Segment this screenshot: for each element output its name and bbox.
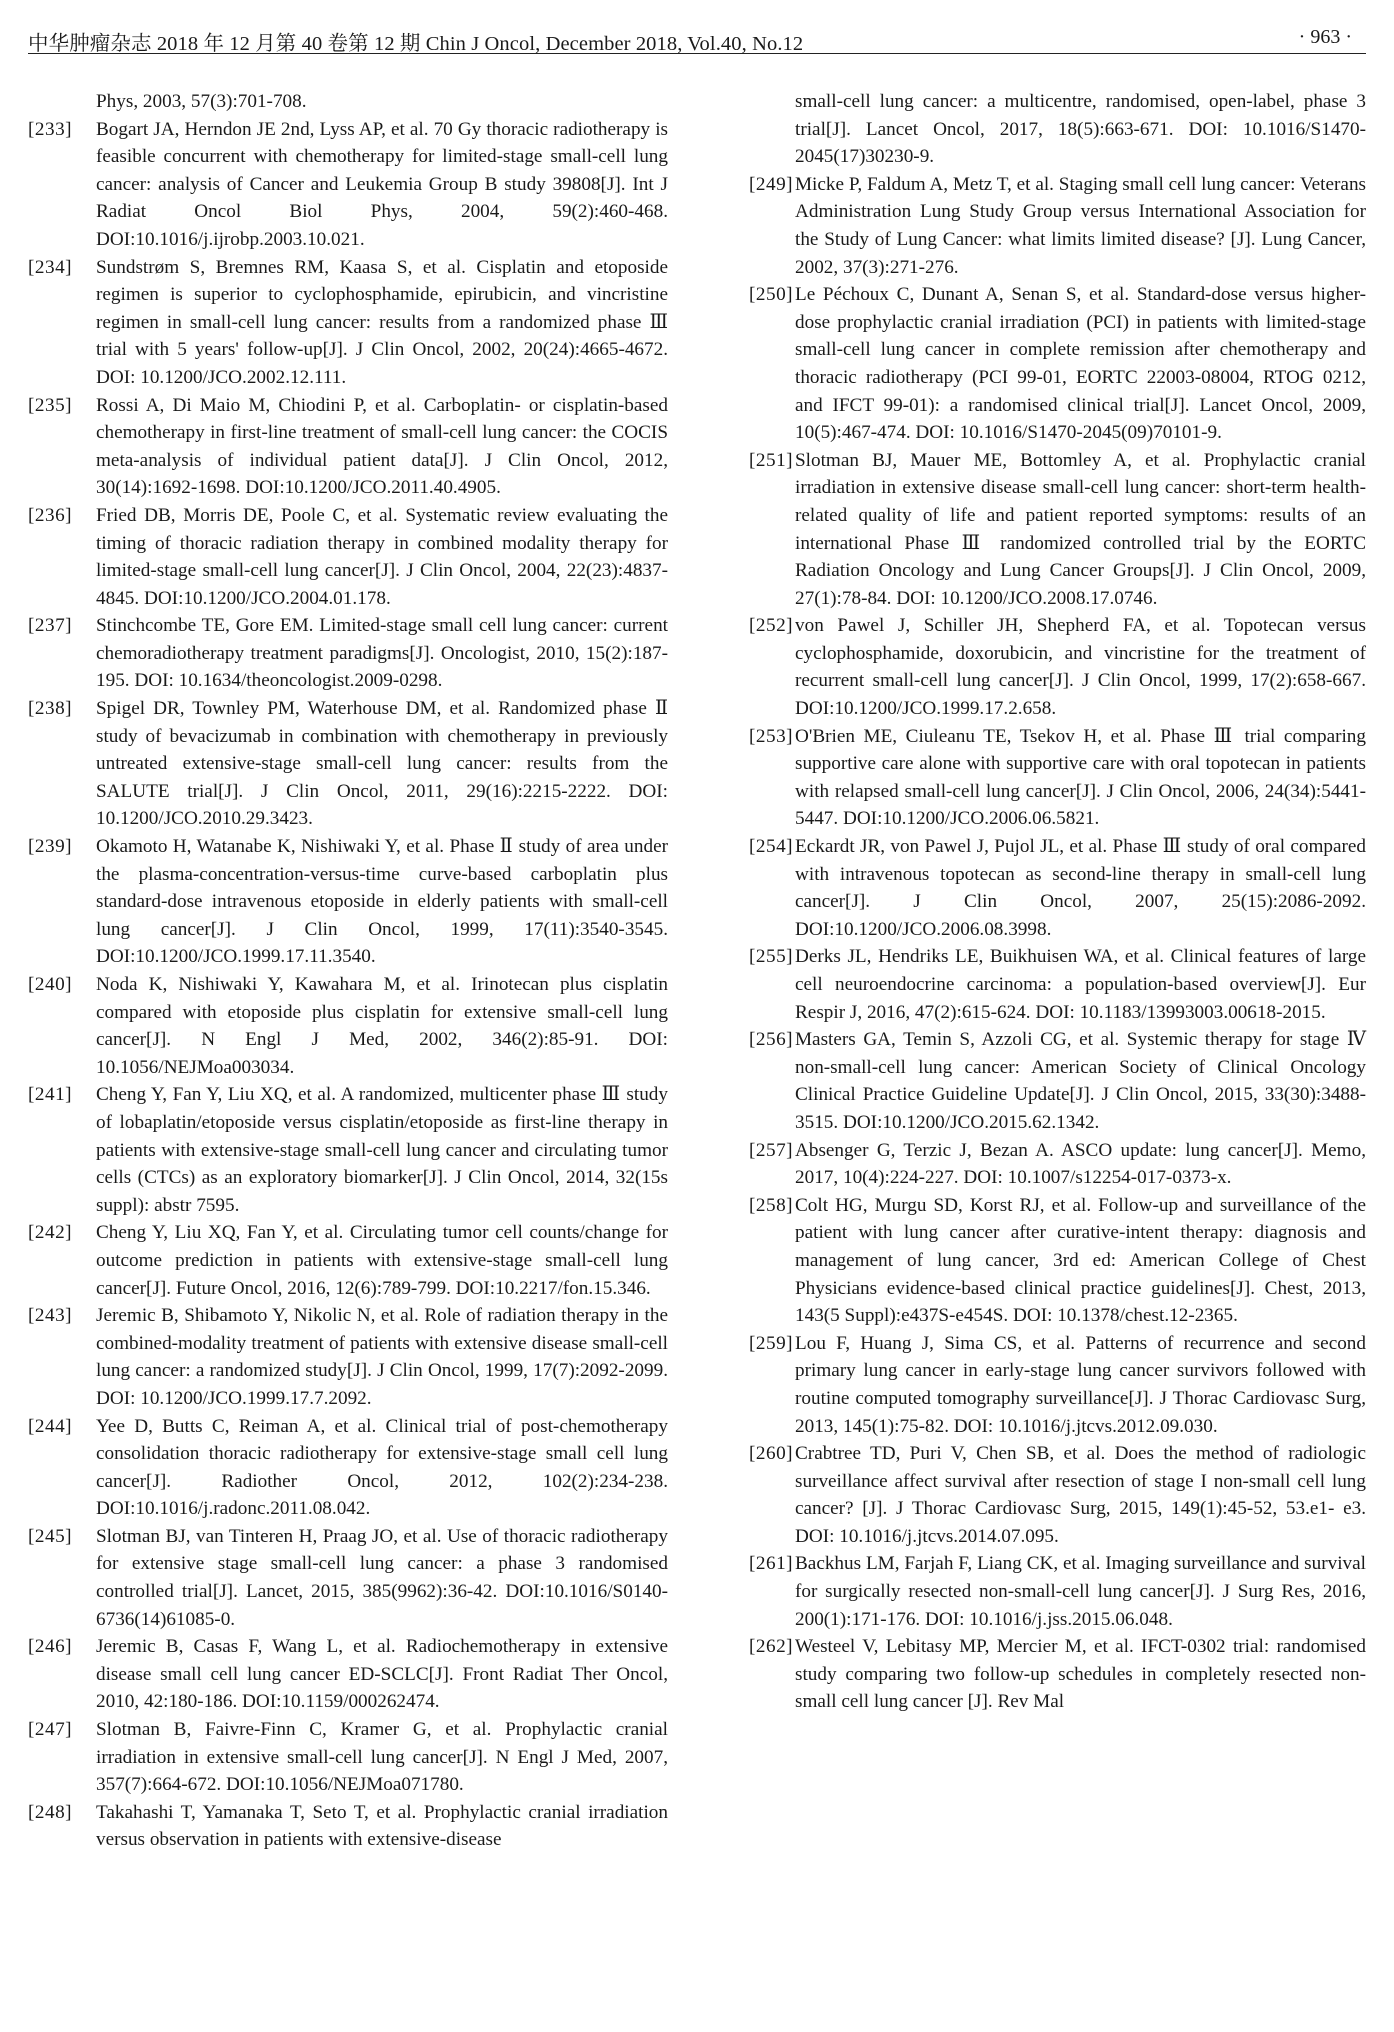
reference-entry	[28, 971, 668, 1081]
reference-entry	[28, 833, 668, 971]
reference-number: [254]	[749, 836, 794, 858]
reference-text: von Pawel J, Schiller JH, Shepherd FA, et al. Topotecan versus cyclophosphamide, doxorubicin, and vincristine for the treatment of recurrent small-cell lung cancer[J]. J Clin Oncol, 1999, 17(2):658-667. DOI:10.1200/JCO.1999.17.2.658.	[795, 615, 1366, 720]
reference-number: [248]	[28, 1801, 73, 1823]
reference-entry	[28, 392, 668, 502]
reference-number: [261]	[749, 1553, 794, 1575]
reference-text: Lou F, Huang J, Sima CS, et al. Patterns of recurrence and second primary lung cancer in early-stage lung cancer survivors followed with routine computed tomography surveillance[J]. J Thorac Cardiovasc Surg, 2013, 145(1):75-82. DOI: 10.1016/j.jtcvs.2012.09.030.	[795, 1332, 1366, 1437]
reference-entry	[28, 254, 668, 392]
reference-number: [238]	[28, 698, 73, 720]
reference-number: [252]	[749, 615, 794, 637]
reference-entry	[749, 1192, 1366, 1330]
reference-text: Jeremic B, Shibamoto Y, Nikolic N, et al. Role of radiation therapy in the combined-modality treatment of patients with extensive disease small-cell lung cancer: a randomized study[J]. J Clin Oncol, 1999, 17(7):2092-2099. DOI: 10.1200/JCO.1999.17.7.2092.	[96, 1305, 668, 1409]
reference-entry	[28, 1799, 668, 1854]
reference-number: [235]	[28, 394, 73, 416]
reference-number: [251]	[749, 449, 794, 471]
reference-text: Westeel V, Lebitasy MP, Mercier M, et al. IFCT-0302 trial: randomised study comparing two follow-up schedules in completely resected non-small cell lung cancer [J]. Rev Mal	[795, 1636, 1366, 1713]
reference-text: Eckardt JR, von Pawel J, Pujol JL, et al. Phase Ⅲ study of oral compared with intravenous topotecan as second-line therapy in small-cell lung cancer[J]. J Clin Oncol, 2007, 25(15):2086-2092. DOI:10.1200/JCO.2006.08.3998.	[795, 836, 1366, 940]
reference-text: Okamoto H, Watanabe K, Nishiwaki Y, et al. Phase Ⅱ study of area under the plasma-concentration-versus-time curve-based carboplatin plus standard-dose intravenous etoposide in elderly patients with small-cell lung cancer[J]. J Clin Oncol, 1999, 17(11):3540-3545. DOI:10.1200/JCO.1999.17.11.3540.	[96, 836, 668, 968]
reference-entry	[28, 1081, 668, 1219]
header-rule	[28, 53, 1366, 54]
reference-entry	[28, 116, 668, 254]
reference-text: Noda K, Nishiwaki Y, Kawahara M, et al. Irinotecan plus cisplatin compared with etoposide plus cisplatin for extensive small-cell lung cancer[J]. N Engl J Med, 2002, 346(2):85-91. DOI: 10.1056/NEJMoa003034.	[96, 974, 668, 1078]
running-header	[28, 18, 1366, 54]
reference-entry	[749, 1330, 1366, 1440]
reference-number: [258]	[749, 1194, 794, 1216]
reference-text: Derks JL, Hendriks LE, Buikhuisen WA, et al. Clinical features of large cell neuroendocrine carcinoma: a population-based overview[J]. Eur Respir J, 2016, 47(2):615-624. DOI: 10.1183/13993003.00618-2015.	[795, 946, 1366, 1023]
reference-text: Spigel DR, Townley PM, Waterhouse DM, et al. Randomized phase Ⅱ study of bevacizumab in combination with chemotherapy in previously untreated extensive-stage small-cell lung cancer: results from the SALUTE trial[J]. J Clin Oncol, 2011, 29(16):2215-2222. DOI: 10.1200/JCO.2010.29.3423.	[96, 698, 668, 830]
reference-text: Colt HG, Murgu SD, Korst RJ, et al. Follow-up and surveillance of the patient with lung cancer after curative-intent therapy: diagnosis and management of lung cancer, 3rd ed: American College of Chest Physicians evidence-based clinical practice guidelines[J]. Chest, 2013, 143(5 Suppl):e437S-e454S. DOI: 10.1378/chest.12-2365.	[795, 1194, 1366, 1327]
reference-text: Phys, 2003, 57(3):701-708.	[96, 91, 307, 112]
reference-entry	[749, 833, 1366, 943]
reference-number: [249]	[749, 173, 794, 195]
reference-entry	[749, 1440, 1366, 1550]
reference-text: Cheng Y, Liu XQ, Fan Y, et al. Circulating tumor cell counts/change for outcome prediction in patients with extensive-stage small-cell lung cancer[J]. Future Oncol, 2016, 12(6):789-799. DOI:10.2217/fon.15.346.	[96, 1222, 668, 1299]
reference-entry	[28, 1219, 668, 1302]
reference-text: Slotman BJ, van Tinteren H, Praag JO, et al. Use of thoracic radiotherapy for extensive stage small-cell lung cancer: a phase 3 randomised controlled trial[J]. Lancet, 2015, 385(9962):36-42. DOI:10.1016/S0140-6736(14)61085-0.	[96, 1525, 668, 1630]
reference-entry	[749, 723, 1366, 833]
reference-entry	[749, 1633, 1366, 1716]
reference-number: [246]	[28, 1636, 73, 1658]
reference-number: [250]	[749, 284, 794, 306]
reference-text: Le Péchoux C, Dunant A, Senan S, et al. Standard-dose versus higher-dose prophylactic cranial irradiation (PCI) in patients with limited-stage small-cell lung cancer in complete remission after chemotherapy and thoracic radiotherapy (PCI 99-01, EORTC 22003-08004, RTOG 0212, and IFCT 99-01): a randomised clinical trial[J]. Lancet Oncol, 2009, 10(5):467-474. DOI: 10.1016/S1470-2045(09)70101-9.	[795, 284, 1366, 444]
reference-number: [260]	[749, 1443, 794, 1465]
reference-number: [243]	[28, 1305, 73, 1327]
reference-number: [245]	[28, 1525, 73, 1547]
reference-number: [253]	[749, 725, 794, 747]
reference-entry	[749, 171, 1366, 281]
reference-column-right	[749, 88, 1366, 1716]
reference-number: [255]	[749, 946, 794, 968]
reference-text: Takahashi T, Yamanaka T, Seto T, et al. Prophylactic cranial irradiation versus observation in patients with extensive-disease	[96, 1801, 668, 1851]
reference-entry	[28, 695, 668, 833]
reference-entry	[749, 1550, 1366, 1633]
reference-text: Backhus LM, Farjah F, Liang CK, et al. Imaging surveillance and survival for surgically resected non-small-cell lung cancer[J]. J Surg Res, 2016, 200(1):171-176. DOI: 10.1016/j.jss.2015.06.048.	[795, 1553, 1366, 1630]
reference-number: [234]	[28, 256, 73, 278]
reference-text: Stinchcombe TE, Gore EM. Limited-stage small cell lung cancer: current chemoradiotherapy treatment paradigms[J]. Oncologist, 2010, 15(2):187-195. DOI: 10.1634/theoncologist.2009-0298.	[96, 615, 668, 692]
reference-text: Absenger G, Terzic J, Bezan A. ASCO update: lung cancer[J]. Memo, 2017, 10(4):224-227. DOI: 10.1007/s12254-017-0373-x.	[795, 1139, 1366, 1189]
reference-entry	[28, 502, 668, 612]
reference-number: [240]	[28, 974, 73, 995]
reference-text: small-cell lung cancer: a multicentre, randomised, open-label, phase 3 trial[J]. Lancet Oncol, 2017, 18(5):663-671. DOI: 10.1016/S1470-2045(17)30230-9.	[795, 91, 1366, 168]
reference-text: Cheng Y, Fan Y, Liu XQ, et al. A randomized, multicenter phase Ⅲ study of lobaplatin/etoposide versus cisplatin/etoposide as first-line therapy in patients with extensive-stage small-cell lung cancer and circulating tumor cells (CTCs) as an exploratory biomarker[J]. J Clin Oncol, 2014, 32(15s suppl): abstr 7595.	[96, 1084, 668, 1216]
reference-column-left	[28, 88, 668, 1854]
reference-text: Bogart JA, Herndon JE 2nd, Lyss AP, et al. 70 Gy thoracic radiotherapy is feasible concurrent with chemotherapy for limited-stage small-cell lung cancer: analysis of Cancer and Leukemia Group B study 39808[J]. Int J Radiat Oncol Biol Phys, 2004, 59(2):460-468. DOI:10.1016/j.ijrobp.2003.10.021.	[96, 118, 668, 250]
reference-text: Yee D, Butts C, Reiman A, et al. Clinical trial of post-chemotherapy consolidation thoracic radiotherapy for extensive-stage small cell lung cancer[J]. Radiother Oncol, 2012, 102(2):234-238. DOI:10.1016/j.radonc.2011.08.042.	[96, 1415, 668, 1520]
reference-text: Micke P, Faldum A, Metz T, et al. Staging small cell lung cancer: Veterans Administration Lung Study Group versus International Association for the Study of Lung Cancer: what limits limited disease? [J]. Lung Cancer, 2002, 37(3):271-276.	[795, 173, 1366, 278]
reference-text: Fried DB, Morris DE, Poole C, et al. Systematic review evaluating the timing of thoracic radiation therapy in combined modality therapy for limited-stage small-cell lung cancer[J]. J Clin Oncol, 2004, 22(23):4837-4845. DOI:10.1200/JCO.2004.01.178.	[96, 504, 668, 609]
reference-text: Sundstrøm S, Bremnes RM, Kaasa S, et al. Cisplatin and etoposide regimen is superior to cyclophosphamide, epirubicin, and vincristine regimen in small-cell lung cancer: results from a randomized phase Ⅲ trial with 5 years' follow-up[J]. J Clin Oncol, 2002, 20(24):4665-4672. DOI: 10.1200/JCO.2002.12.111.	[96, 256, 668, 388]
reference-entry	[28, 1716, 668, 1799]
reference-entry	[28, 1413, 668, 1523]
reference-entry	[28, 1523, 668, 1633]
reference-number: [256]	[749, 1029, 794, 1051]
reference-number: [257]	[749, 1139, 794, 1161]
reference-entry	[28, 1302, 668, 1412]
reference-text: Slotman BJ, Mauer ME, Bottomley A, et al. Prophylactic cranial irradiation in extensive disease small-cell lung cancer: short-term health-related quality of life and patient reported symptoms: results of an international Phase Ⅲ randomized controlled trial by the EORTC Radiation Oncology and Lung Cancer Groups[J]. J Clin Oncol, 2009, 27(1):78-84. DOI: 10.1200/JCO.2008.17.0746.	[795, 449, 1366, 609]
reference-number: [247]	[28, 1719, 73, 1741]
reference-text: Masters GA, Temin S, Azzoli CG, et al. Systemic therapy for stage Ⅳ non-small-cell lung cancer: American Society of Clinical Oncology Clinical Practice Guideline Update[J]. J Clin Oncol, 2015, 33(30):3488-3515. DOI:10.1200/JCO.2015.62.1342.	[795, 1029, 1366, 1133]
reference-entry	[749, 281, 1366, 447]
reference-entry	[28, 1633, 668, 1716]
reference-entry	[749, 1137, 1366, 1192]
reference-entry	[749, 612, 1366, 722]
reference-number: [237]	[28, 615, 73, 637]
reference-continuation	[28, 88, 668, 116]
reference-text: O'Brien ME, Ciuleanu TE, Tsekov H, et al. Phase Ⅲ trial comparing supportive care alone with supportive care with oral topotecan in patients with relapsed small-cell lung cancer[J]. J Clin Oncol, 2006, 24(34):5441-5447. DOI:10.1200/JCO.2006.06.5821.	[795, 725, 1366, 830]
reference-number: [233]	[28, 118, 73, 140]
reference-text: Rossi A, Di Maio M, Chiodini P, et al. Carboplatin- or cisplatin-based chemotherapy in first-line treatment of small-cell lung cancer: the COCIS meta-analysis of individual patient data[J]. J Clin Oncol, 2012, 30(14):1692-1698. DOI:10.1200/JCO.2011.40.4905.	[96, 394, 668, 499]
reference-entry	[28, 612, 668, 695]
reference-number: [259]	[749, 1332, 794, 1354]
page-number: · 963 ·	[1298, 26, 1352, 48]
reference-continuation	[749, 88, 1366, 171]
reference-text: Jeremic B, Casas F, Wang L, et al. Radiochemotherapy in extensive disease small cell lung cancer ED-SCLC[J]. Front Radiat Ther Oncol, 2010, 42:180-186. DOI:10.1159/000262474.	[96, 1636, 668, 1713]
reference-number: [262]	[749, 1636, 794, 1658]
reference-number: [239]	[28, 836, 73, 858]
reference-entry	[749, 943, 1366, 1026]
reference-text: Crabtree TD, Puri V, Chen SB, et al. Does the method of radiologic surveillance affect survival after resection of stage I non-small cell lung cancer? [J]. J Thorac Cardiovasc Surg, 2015, 149(1):45-52, 53.e1- e3. DOI: 10.1016/j.jtcvs.2014.07.095.	[795, 1443, 1366, 1547]
reference-entry	[749, 1026, 1366, 1136]
reference-entry	[749, 447, 1366, 613]
running-head-title: 中华肿瘤杂志 2018 年 12 月第 40 卷第 12 期 Chin J Oncol, December 2018, Vol.40, No.12	[28, 33, 804, 55]
reference-number: [242]	[28, 1222, 73, 1244]
reference-number: [236]	[28, 504, 73, 526]
reference-number: [244]	[28, 1415, 73, 1437]
reference-text: Slotman B, Faivre-Finn C, Kramer G, et al. Prophylactic cranial irradiation in extensive small-cell lung cancer[J]. N Engl J Med, 2007, 357(7):664-672. DOI:10.1056/NEJMoa071780.	[96, 1719, 668, 1796]
reference-number: [241]	[28, 1084, 73, 1106]
